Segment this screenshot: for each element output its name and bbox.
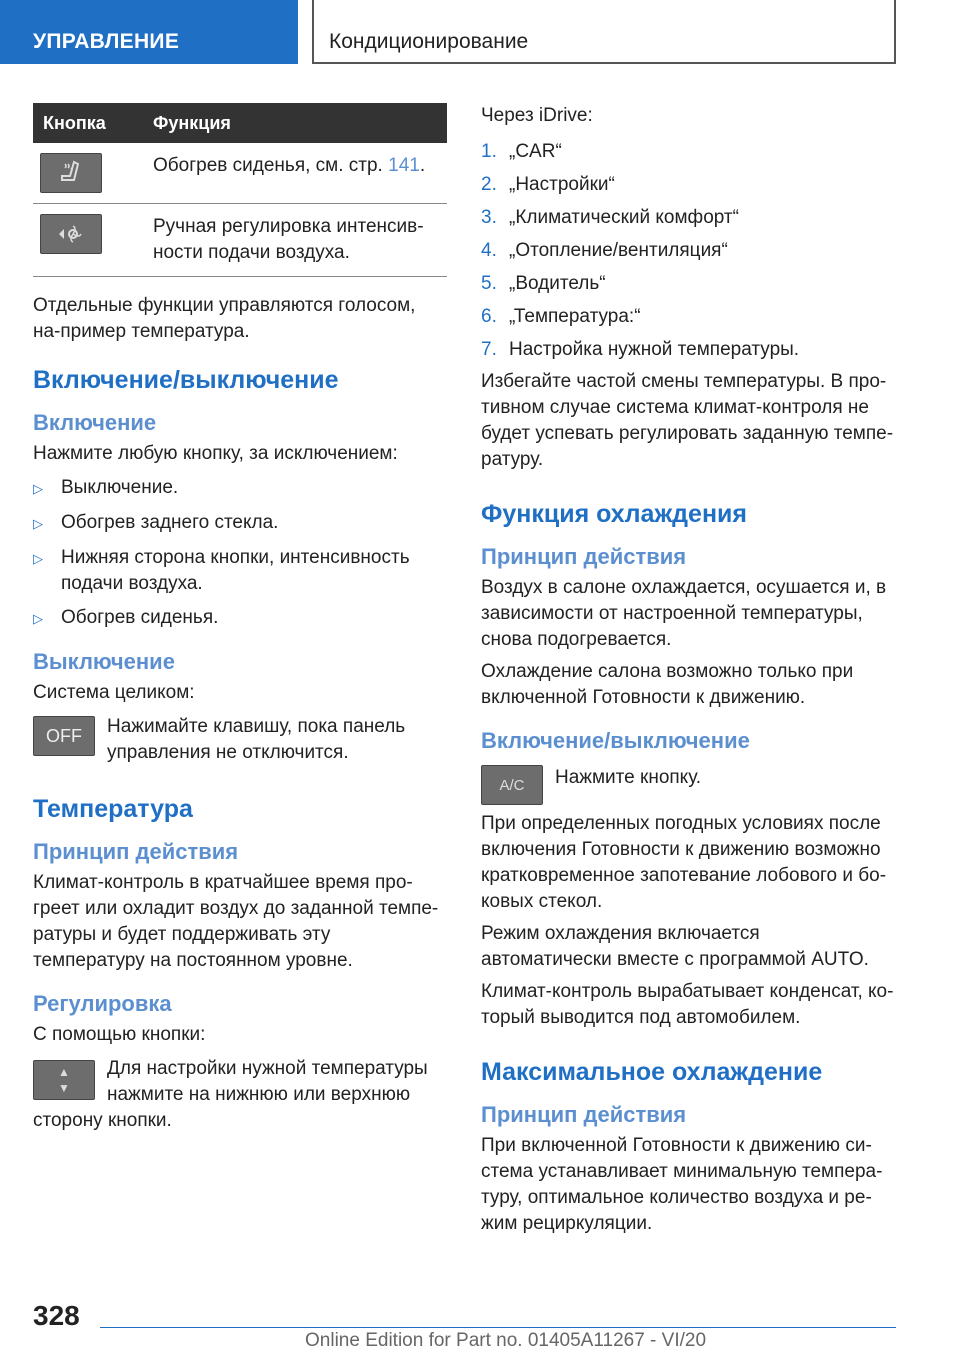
heading-on-off: Включение/выключение	[481, 728, 750, 753]
list-item: ▷ Выключение.	[33, 475, 447, 502]
list-item: 5. „Водитель“	[481, 273, 606, 294]
cooling-text-5: Климат-контроль вырабатывает конденсат, ко-торый выводится под автомобилем.	[481, 981, 894, 1028]
temperature-text: Климат-контроль в кратчайшее время про-греет или охладит воздух до заданной темпе-ратуры и будет поддерживать эту температуру на постоянном уровне.	[33, 872, 439, 971]
heading-on-off: Включение/выключение	[33, 366, 339, 394]
heading-temperature: Температура	[33, 795, 193, 823]
heading-adjust: Регулировка	[33, 991, 172, 1016]
list-item: ▷ Обогрев сиденья.	[33, 605, 447, 632]
header-chapter: Кондиционирование	[312, 0, 896, 64]
heading-principle: Принцип действия	[481, 544, 687, 569]
footer-divider	[100, 1327, 896, 1328]
list-item: ▷ Обогрев заднего стекла.	[33, 510, 447, 537]
ac-text: Нажмите кнопку.	[555, 767, 702, 788]
ac-row	[481, 763, 895, 805]
bullet-triangle-icon: ▷	[33, 481, 43, 496]
list-item: 6. „Температура:“	[481, 306, 641, 327]
page-number: 328	[33, 1300, 80, 1331]
list-item: 3. „Климатический комфорт“	[481, 207, 739, 228]
avoid-text: Избегайте частой смены температуры. В про-тивном случае система климат-контроля не будет успевать регулировать заданную темпе-ратуру.	[481, 371, 894, 470]
table-row	[33, 204, 447, 277]
heading-off: Выключение	[33, 649, 175, 674]
off-button-icon: OFF	[33, 716, 95, 756]
heading-principle-2: Принцип действия	[481, 1102, 687, 1127]
page-link[interactable]: 141	[388, 155, 420, 176]
right-column	[481, 103, 895, 1237]
idrive-intro: Через iDrive:	[481, 105, 593, 126]
adjust-row	[33, 1056, 447, 1134]
list-item: 7. Настройка нужной температуры.	[481, 339, 800, 360]
max-cooling-text: При включенной Готовности к движению си-стема устанавливает минимальную темпера-туру, оптимальное количество воздуха и ре-жим рециркуляции.	[481, 1135, 883, 1234]
footer-edition: Online Edition for Part no. 01405A11267 - VI/20	[305, 1330, 707, 1351]
list-item: ▷ Нижняя сторона кнопки, интенсивность подачи воздуха.	[33, 545, 447, 597]
table-header-function: Функция	[153, 103, 447, 143]
seat-heating-icon	[40, 153, 102, 193]
cooling-text-2: Охлаждение салона возможно только при включенной Готовности к движению.	[481, 661, 854, 708]
off-intro: Система целиком:	[33, 682, 195, 703]
cooling-text-3: При определенных погодных условиях после включения Готовности к движению возможно кратковременное запотевание лобового и бо-ковых стекол.	[481, 813, 887, 912]
left-column	[33, 103, 447, 1134]
list-item: 4. „Отопление/вентиляция“	[481, 240, 728, 261]
adjust-text: Для настройки нужной температуры нажмите на нижнюю или верхнюю сторону кнопки.	[33, 1058, 428, 1131]
temperature-updown-icon: ▲ ▼	[33, 1060, 95, 1100]
bullet-triangle-icon: ▷	[33, 611, 43, 626]
cooling-text-4: Режим охлаждения включается автоматически вместе с программой AUTO.	[481, 923, 869, 970]
cooling-text-1: Воздух в салоне охлаждается, осушается и, в зависимости от настроенной температуры, снова подогревается.	[481, 577, 887, 650]
row-text: Ручная регулировка интенсив-ности подачи воздуха.	[153, 204, 447, 277]
bullet-triangle-icon: ▷	[33, 516, 43, 531]
heading-cooling: Функция охлаждения	[481, 500, 748, 528]
table-row: Обогрев сиденья, см. стр. 141.	[33, 143, 447, 204]
row-text: Обогрев сиденья, см. стр.	[153, 155, 389, 176]
button-function-table	[33, 103, 447, 277]
fan-icon	[40, 214, 102, 254]
adjust-intro: С помощью кнопки:	[33, 1024, 206, 1045]
bullet-triangle-icon: ▷	[33, 551, 43, 566]
header-section: УПРАВЛЕНИЕ	[0, 0, 298, 64]
list-item: 1. „CAR“	[481, 141, 562, 162]
heading-on: Включение	[33, 410, 157, 435]
off-text: Нажимайте клавишу, пока панель управления не отключится.	[107, 716, 406, 763]
off-row	[33, 714, 447, 766]
list-item: 2. „Настройки“	[481, 174, 615, 195]
heading-max-cooling: Максимальное охлаждение	[481, 1058, 823, 1086]
on-intro: Нажмите любую кнопку, за исключением:	[33, 443, 398, 464]
heading-principle: Принцип действия	[33, 839, 239, 864]
ac-button-icon: A/C	[481, 765, 543, 805]
voice-note: Отдельные функции управляются голосом, на-пример температура.	[33, 295, 416, 342]
table-header-button: Кнопка	[33, 103, 153, 143]
